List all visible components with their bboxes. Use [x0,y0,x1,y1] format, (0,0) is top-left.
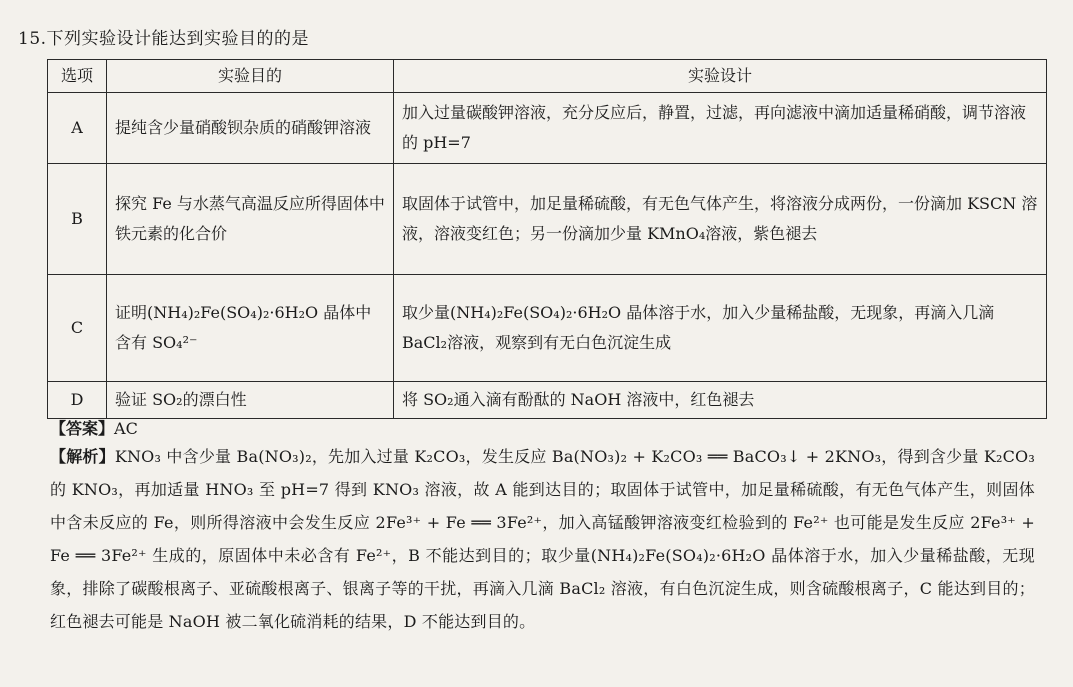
design-cell: 取固体于试管中，加足量稀硫酸，有无色气体产生，将溶液分成两份，一份滴加 KSCN 溶液，溶液变红色；另一份滴加少量 KMnO₄溶液，紫色褪去 [394,164,1047,275]
table-row [48,275,1047,382]
purpose-cell: 提纯含少量硝酸钡杂质的硝酸钾溶液 [107,93,394,164]
purpose-cell: 探究 Fe 与水蒸气高温反应所得固体中铁元素的化合价 [107,164,394,275]
analysis-label: 【解析】 [50,447,115,466]
answer-line [50,416,138,439]
table-row [48,164,1047,275]
purpose-cell: 验证 SO₂的漂白性 [107,382,394,419]
analysis-paragraph [50,440,1035,638]
design-cell: 取少量(NH₄)₂Fe(SO₄)₂·6H₂O 晶体溶于水，加入少量稀盐酸，无现象，再滴入几滴 BaCl₂溶液，观察到有无白色沉淀生成 [394,275,1047,382]
answer-value: AC [114,419,138,438]
option-cell: B [48,164,107,275]
experiment-table [47,59,1047,419]
header-design: 实验设计 [394,60,1047,93]
table-row [48,382,1047,419]
purpose-cell: 证明(NH₄)₂Fe(SO₄)₂·6H₂O 晶体中含有 SO₄²⁻ [107,275,394,382]
option-cell: D [48,382,107,419]
table-row [48,93,1047,164]
option-cell: A [48,93,107,164]
table-header-row [48,60,1047,93]
question-title: 15.下列实验设计能达到实验目的的是 [18,29,310,49]
design-cell: 加入过量碳酸钾溶液，充分反应后，静置，过滤，再向滤液中滴加适量稀硝酸，调节溶液的 pH=7 [394,93,1047,164]
design-cell: 将 SO₂通入滴有酚酞的 NaOH 溶液中，红色褪去 [394,382,1047,419]
header-option: 选项 [48,60,107,93]
option-cell: C [48,275,107,382]
header-purpose: 实验目的 [107,60,394,93]
analysis-text: KNO₃ 中含少量 Ba(NO₃)₂，先加入过量 K₂CO₃，发生反应 Ba(NO₃)₂ + K₂CO₃ ══ BaCO₃↓ + 2KNO₃，得到含少量 K₂CO₃ 的 KNO₃，再加适量 HNO₃ 至 pH=7 得到 KNO₃ 溶液，故 A 能到达目的；取固体于试管中，加足量稀硫酸，有无色气体产生，则固体中含未反应的 Fe，则所得溶液中会发生反应 2Fe³⁺ + Fe ══ 3Fe²⁺，加入高锰酸钾溶液变红检验到的 Fe²⁺ 也可能是发生反应 2Fe³⁺ + Fe ══ 3Fe²⁺ 生成的，原固体中未必含有 Fe²⁺，B 不能达到目的；取少量(NH₄)₂Fe(SO₄)₂·6H₂O 晶体溶于水，加入少量稀盐酸，无现象，排除了碳酸根离子、亚硫酸根离子、银离子等的干扰，再滴入几滴 BaCl₂ 溶液，有白色沉淀生成，则含硫酸根离子，C 能达到目的；红色褪去可能是 NaOH 被二氧化硫消耗的结果，D 不能达到目的。 [50,447,1035,631]
answer-label: 【答案】 [50,419,115,438]
